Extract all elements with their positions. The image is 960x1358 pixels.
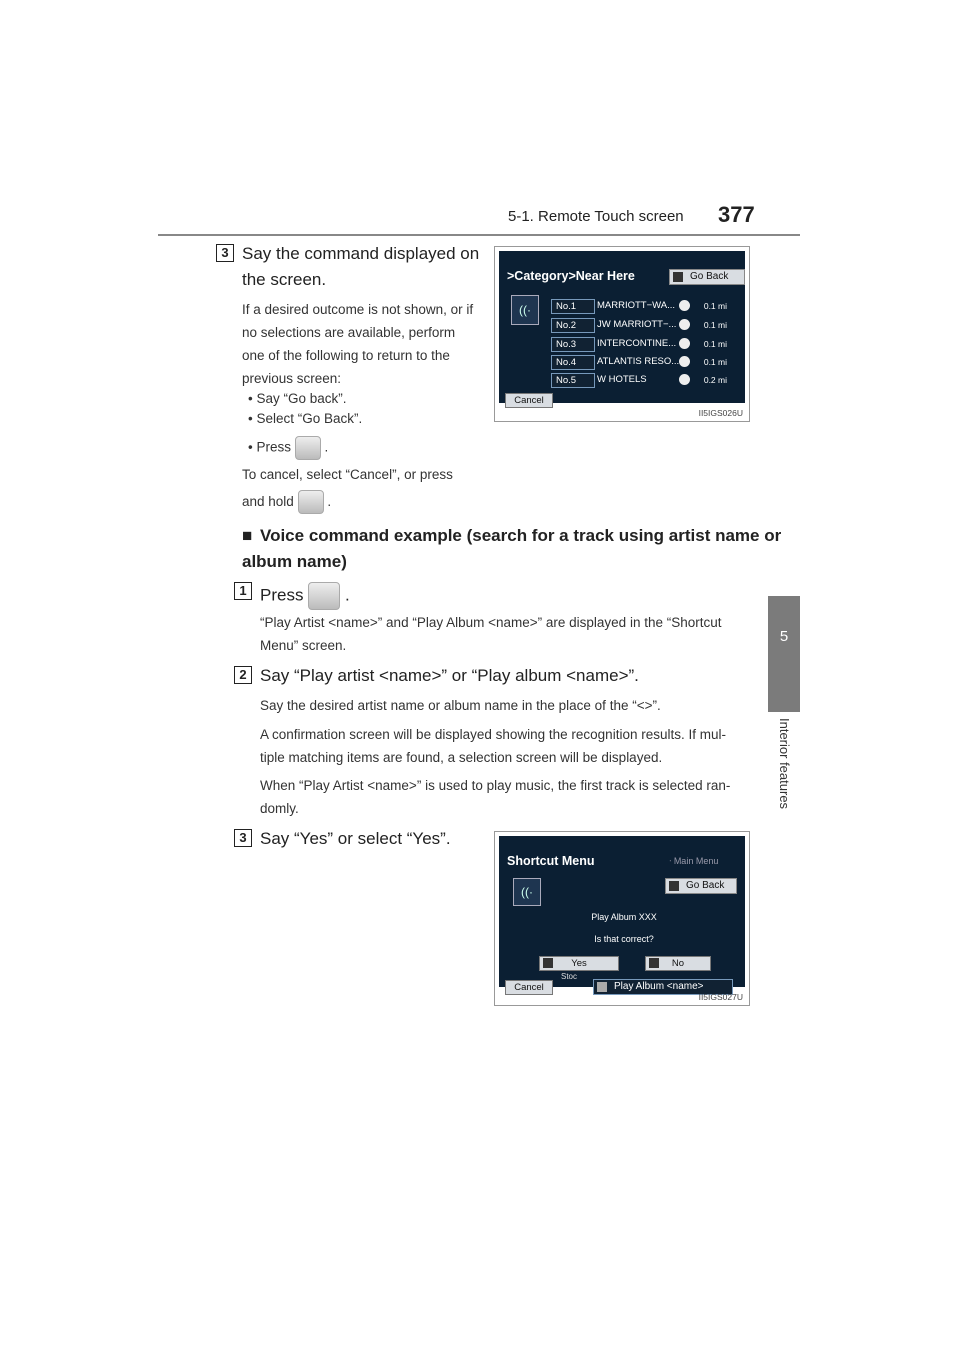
voice-indicator-icon <box>673 272 683 282</box>
cancel-line2 <box>242 490 331 514</box>
direction-icon <box>679 300 690 311</box>
step-1-title <box>260 582 350 610</box>
list-item-distance: 0.1 mi <box>703 339 727 349</box>
step-3a-title-line1: Say the command displayed on <box>242 244 480 263</box>
voice-recognition-icon: ((· <box>513 878 541 906</box>
no-button[interactable] <box>645 956 711 971</box>
step-2-para1: Say the desired artist name or album name in the place of the “<>”. <box>260 698 661 713</box>
step-3a-para-line1: If a desired outcome is not shown, or if <box>242 302 474 317</box>
screen1-go-back-label: Go Back <box>690 271 729 282</box>
confirm-album-text: Play Album XXX <box>591 912 657 922</box>
step-3a-title-line2: the screen. <box>242 270 327 289</box>
voice-indicator-icon <box>649 958 659 968</box>
screen2-title: Shortcut Menu <box>507 854 595 868</box>
step-3a-para-line2: no selections are available, perform <box>242 325 456 340</box>
step-badge-2: 2 <box>234 666 252 684</box>
list-item-distance: 0.1 mi <box>703 320 727 330</box>
screen2-figure-code: II5IGS027U <box>698 992 743 1002</box>
direction-icon <box>679 319 690 330</box>
chapter-label-container <box>772 718 796 838</box>
screen-shortcut-menu <box>494 831 750 1006</box>
play-album-label: Play Album <name> <box>614 981 704 992</box>
step-badge-3b: 3 <box>234 829 252 847</box>
list-item-distance: 0.2 mi <box>703 375 727 385</box>
section-square-icon: ■ <box>242 526 253 545</box>
header-rule <box>158 234 800 236</box>
cancel-line2-text: and hold <box>242 494 294 509</box>
step-3a-para-line4: previous screen: <box>242 371 342 386</box>
voice-indicator-icon: ᐧ <box>669 856 674 866</box>
hidden-item-text: Stoc <box>561 972 578 981</box>
voice-indicator-icon <box>669 881 679 891</box>
chapter-tab <box>768 596 800 712</box>
step-1-para-line2: Menu” screen. <box>260 638 347 653</box>
list-item-distance: 0.1 mi <box>703 357 727 367</box>
step-2-para3-line2: domly. <box>260 801 299 816</box>
step-1-press-text: Press <box>260 585 304 605</box>
yes-label: Yes <box>571 958 587 969</box>
bullet-press <box>248 436 328 460</box>
step-2-para2-line2: tiple matching items are found, a selection screen will be displayed. <box>260 750 663 765</box>
list-item-name: INTERCONTINE... <box>597 338 677 349</box>
step-badge-3a: 3 <box>216 244 234 262</box>
screen1-title: >Category>Near Here <box>507 269 635 283</box>
back-button-icon <box>295 436 321 460</box>
screen2-cancel-button[interactable]: Cancel <box>505 980 553 995</box>
talk-switch-icon <box>308 582 340 610</box>
yes-button[interactable] <box>539 956 619 971</box>
screen-near-here-display <box>499 251 745 406</box>
screen2-main-menu[interactable] <box>669 856 718 867</box>
direction-icon <box>679 374 690 385</box>
confirm-question-text: Is that correct? <box>594 934 654 944</box>
voice-indicator-icon <box>597 982 607 992</box>
step-2-para2-line1: A confirmation screen will be displayed showing the recognition results. If mul- <box>260 727 726 742</box>
no-label: No <box>671 958 685 969</box>
running-header-section: 5-1. Remote Touch screen <box>508 208 684 225</box>
voice-recognition-icon: ((· <box>511 295 539 325</box>
screen1-figure-code: II5IGS026U <box>698 408 743 418</box>
screen-near-here <box>494 246 750 422</box>
bullet-press-text: • Press <box>248 439 291 455</box>
step-2-para3-line1: When “Play Artist <name>” is used to play music, the first track is selected ran- <box>260 778 731 793</box>
step-2-title: Say “Play artist <name>” or “Play album <name>”. <box>260 666 639 685</box>
page-number: 377 <box>718 202 755 227</box>
section-heading-line1: Voice command example (search for a track using artist name or <box>260 526 782 545</box>
voice-indicator-icon <box>543 958 553 968</box>
list-item-name: W HOTELS <box>597 374 647 385</box>
cancel-line2-period: . <box>327 494 332 509</box>
list-item-number: No.5 <box>551 373 595 388</box>
direction-icon <box>679 356 690 367</box>
direction-icon <box>679 338 690 349</box>
step-1-period: . <box>344 585 350 605</box>
list-item-number: No.1 <box>551 299 595 314</box>
screen2-main-menu-label: Main Menu <box>673 856 719 866</box>
list-item-distance: 0.1 mi <box>703 301 727 311</box>
section-heading-line2: album name) <box>242 552 347 571</box>
chapter-number: 5 <box>779 628 789 645</box>
bullet-select-go-back: • Select “Go Back”. <box>248 411 363 426</box>
list-item-name: JW MARRIOTT−... <box>597 319 677 330</box>
screen2-go-back-label: Go Back <box>686 880 725 891</box>
step-3a-para-line3: one of the following to return to the <box>242 348 450 363</box>
screen1-cancel-button[interactable]: Cancel <box>505 393 553 408</box>
list-item-number: No.2 <box>551 318 595 333</box>
step-3b-title: Say “Yes” or select “Yes”. <box>260 829 451 848</box>
list-item-number: No.3 <box>551 337 595 352</box>
screen2-go-back-button[interactable] <box>665 878 737 894</box>
list-item-number: No.4 <box>551 355 595 370</box>
list-item-name: ATLANTIS RESO... <box>597 356 680 367</box>
chapter-label: Interior features <box>777 718 792 810</box>
bullet-press-period: . <box>324 439 329 455</box>
step-1-para-line1: “Play Artist <name>” and “Play Album <name>” are displayed in the “Shortcut <box>260 615 722 630</box>
talk-switch-icon <box>298 490 324 514</box>
screen1-go-back-button[interactable] <box>669 269 745 285</box>
list-item-name: MARRIOTT−WA... <box>597 300 676 311</box>
step-badge-1: 1 <box>234 582 252 600</box>
cancel-line1: To cancel, select “Cancel”, or press <box>242 467 453 482</box>
screen-shortcut-menu-display <box>499 836 745 993</box>
bullet-say-go-back: • Say “Go back”. <box>248 391 347 406</box>
